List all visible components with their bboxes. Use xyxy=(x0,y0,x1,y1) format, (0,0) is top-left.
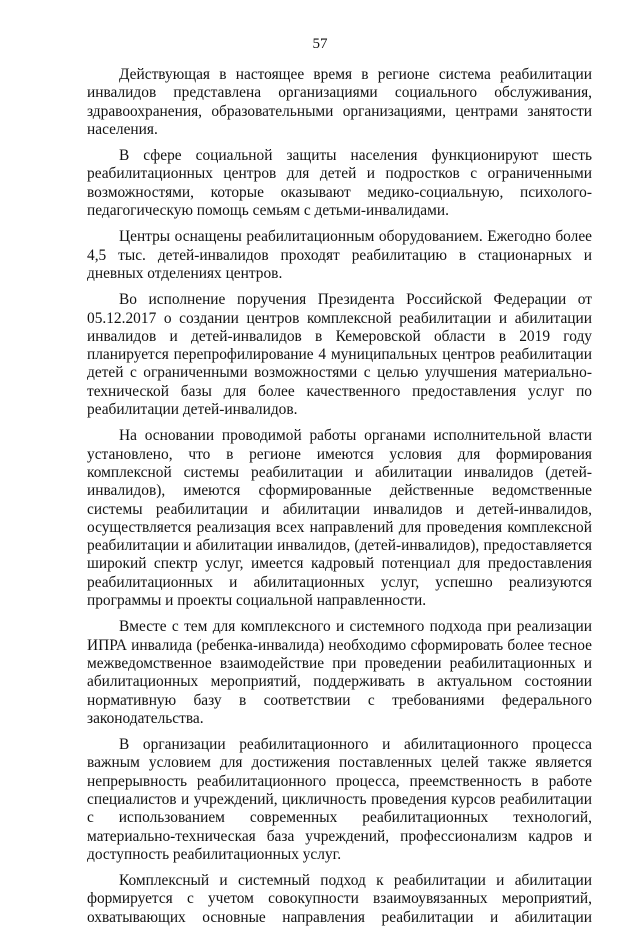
paragraph-interagency-cooperation: Вместе с тем для комплексного и системного подхода при реализации ИПРА инвалида (ребенка-инвалида) необходимо сформировать более тесное межведомственное взаимодействие при проведении реабилитационных и абилитационных мероприятий, поддерживать в актуальном состоянии нормативную базу в соответствии с требованиями федерального законодательства. xyxy=(87,618,592,727)
paragraph-comprehensive-approach: Комплексный и системный подход к реабилитации и абилитации формируется с учетом совокупности взаимоувязанных мероприятий, охватывающих основные направления реабилитации и абилитации xyxy=(87,872,592,926)
paragraph-process-conditions: В организации реабилитационного и абилитационного процесса важным условием для достижения поставленных целей также является непрерывность реабилитационного процесса, преемственность в работе специалистов и учреждений, цикличность проведения курсов реабилитации с использованием современных реабилитационных технологий, материально-техническая база учреждений, профессионализм кадров и доступность реабилитационных услуг. xyxy=(87,736,592,863)
document-body xyxy=(87,66,592,927)
page-number: 57 xyxy=(312,36,328,52)
paragraph-social-protection-centers: В сфере социальной защиты населения функционируют шесть реабилитационных центров для детей и подростков с ограниченными возможностями, которые оказывают медико-социальную, психолого-педагогическую помощь семьям с детьми-инвалидами. xyxy=(87,147,592,220)
paragraph-rehabilitation-system: Действующая в настоящее время в регионе система реабилитации инвалидов представлена организациями социального обслуживания, здравоохранения, образовательными организациями, центрами занятости населения. xyxy=(87,66,592,138)
paragraph-presidential-order: Во исполнение поручения Президента Российской Федерации от 05.12.2017 о создании центров комплексной реабилитации и абилитации инвалидов и детей-инвалидов в Кемеровской области в 2019 году планируется перепрофилирование 4 муниципальных центров реабилитации детей с ограниченными возможностями с целью улучшения материально-технической базы для более качественного предоставления услуг по реабилитации детей-инвалидов. xyxy=(87,291,592,419)
paragraph-centers-equipment: Центры оснащены реабилитационным оборудованием. Ежегодно более 4,5 тыс. детей-инвалидов проходят реабилитацию в стационарных и дневных отделениях центров. xyxy=(87,228,592,282)
paragraph-executive-work: На основании проводимой работы органами исполнительной власти установлено, что в регионе имеются условия для формирования комплексной системы реабилитации и абилитации инвалидов (детей-инвалидов), имеются сформированные действенные ведомственные системы реабилитации и абилитации инвалидов и детей-инвалидов, осуществляется реализация всех направлений для проведения комплексной реабилитации и абилитации инвалидов, (детей-инвалидов), предоставляется широкий спектр услуг, имеется кадровый потенциал для предоставления реабилитационных и абилитационных услуг, успешно реализуются программы и проекты социальной направленности. xyxy=(87,427,592,610)
